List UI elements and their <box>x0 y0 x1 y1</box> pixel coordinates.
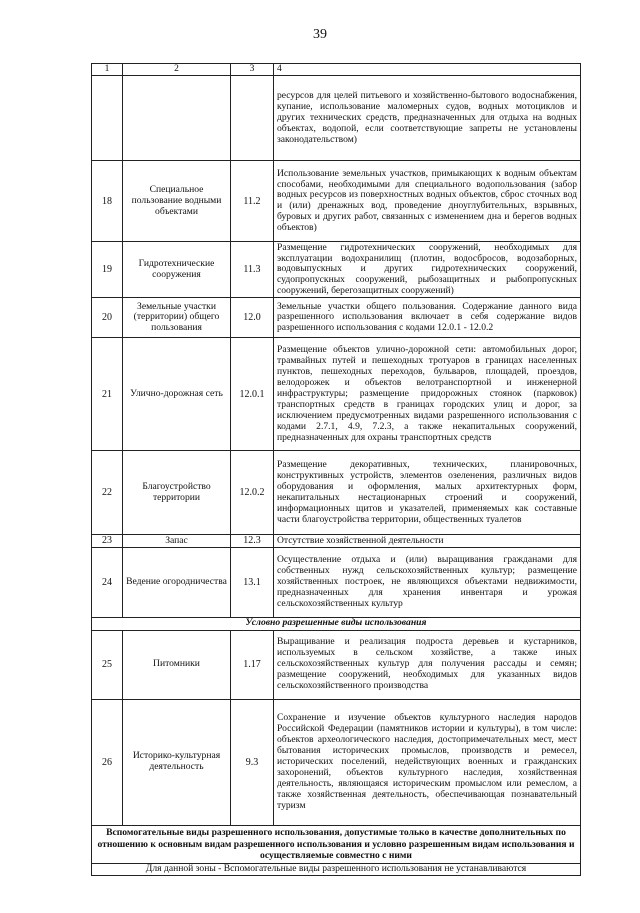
row-description: Сохранение и изучение объектов культурного наследия народов Российской Федерации (памятников истории и культуры), в том числе: объектов археологического наследия, достопримечательных мест, мест бытования исторических промыслов, производств и ремесел, исторических поселений, недействующих военных и гражданских захоронений, объектов культурного наследия, хозяйственная деятельность, являющаяся историческим промыслом или ремеслом, а также хозяйственная деятельность, обеспечивающая познавательный туризм <box>274 699 581 825</box>
row-description: Осуществление отдыха и (или) выращивания гражданами для собственных нужд сельскохозяйственных культур; размещение хозяйственных построек, не являющихся объектами недвижимости, предназначенных для хранения инвентаря и урожая сельскохозяйственных культур <box>274 547 581 617</box>
row-code: 12.0 <box>231 298 274 338</box>
row-description: ресурсов для целей питьевого и хозяйственно-бытового водоснабжения, купание, использование маломерных судов, водных мотоциклов и других технических средств, предназначенных для отдыха на водных объектах, водопой, если соответствующие запреты не установлены законодательством) <box>274 76 581 161</box>
row-name: Запас <box>123 535 231 547</box>
row-name: Улично-дорожная сеть <box>123 338 231 451</box>
section-conditional-heading: Условно разрешенные виды использования <box>92 617 581 630</box>
header-col-1: 1 <box>92 64 123 76</box>
row-name: Питомники <box>123 630 231 699</box>
row-code: 13.1 <box>231 547 274 617</box>
table-row <box>92 242 581 298</box>
auxiliary-note: Для данной зоны - Вспомогательные виды разрешенного использования не устанавливаются <box>92 863 581 875</box>
row-name: Ведение огородничества <box>123 547 231 617</box>
page-number: 39 <box>313 27 327 42</box>
row-code: 11.2 <box>231 161 274 242</box>
row-name: Земельные участки (территории) общего пользования <box>123 298 231 338</box>
row-num: 23 <box>92 535 123 547</box>
row-name: Историко-культурная деятельность <box>123 699 231 825</box>
row-code: 11.3 <box>231 242 274 298</box>
row-name: Благоустройство территории <box>123 451 231 535</box>
row-num: 21 <box>92 338 123 451</box>
row-num: 20 <box>92 298 123 338</box>
table-header-row <box>92 64 581 76</box>
section-auxiliary-heading: Вспомогательные виды разрешенного использования, допустимые только в качестве дополнительных по отношению к основным видам разрешенного использования и условно разрешенным видам использования и осуществляемые совместно с ними <box>92 825 581 863</box>
row-code: 12.0.2 <box>231 451 274 535</box>
row-description: Размещение объектов улично-дорожной сети: автомобильных дорог, трамвайных путей и пешеходных тротуаров в границах населенных пунктов, пешеходных переходов, бульваров, площадей, проездов, велодорожек и объектов велотранспортной и инженерной инфраструктуры; размещение придорожных стоянок (парковок) транспортных средств в границах городских улиц и дорог, за исключением предусмотренных видами разрешенного использования с кодами 2.7.1, 4.9, 7.2.3, а также некапитальных сооружений, предназначенных для охраны транспортных средств <box>274 338 581 451</box>
header-col-3: 3 <box>231 64 274 76</box>
continuation-row <box>92 76 581 161</box>
header-col-2: 2 <box>123 64 231 76</box>
section-auxiliary-heading-row <box>92 825 581 863</box>
row-code: 1.17 <box>231 630 274 699</box>
row-code <box>231 76 274 161</box>
row-description: Земельные участки общего пользования. Содержание данного вида разрешенного использования включает в себя содержание видов разрешенного использования с кодами 12.0.1 - 12.0.2 <box>274 298 581 338</box>
row-description: Использование земельных участков, примыкающих к водным объектам способами, необходимыми для специального водопользования (забор водных ресурсов из поверхностных водных объектов, сброс сточных вод и (или) дренажных вод, проведение дноуглубительных, взрывных, буровых и других работ, связанных с изменением дна и берегов водных объектов) <box>274 161 581 242</box>
table-row <box>92 161 581 242</box>
table-row <box>92 298 581 338</box>
row-num: 18 <box>92 161 123 242</box>
table-row <box>92 338 581 451</box>
auxiliary-note-row <box>92 863 581 875</box>
row-description: Отсутствие хозяйственной деятельности <box>274 535 581 547</box>
row-code: 9.3 <box>231 699 274 825</box>
row-code: 12.3 <box>231 535 274 547</box>
row-num: 26 <box>92 699 123 825</box>
row-num <box>92 76 123 161</box>
table-row <box>92 451 581 535</box>
row-description: Размещение гидротехнических сооружений, необходимых для эксплуатации водохранилищ (плотин, водосбросов, водозаборных, водовыпускных и других гидротехнических сооружений, судопропускных сооружений, рыбозащитных и рыбопропускных сооружений, берегозащитных сооружений) <box>274 242 581 298</box>
header-col-4: 4 <box>274 64 581 76</box>
table-row <box>92 547 581 617</box>
row-name: Гидротехнические сооружения <box>123 242 231 298</box>
row-num: 24 <box>92 547 123 617</box>
table-row <box>92 535 581 547</box>
row-num: 19 <box>92 242 123 298</box>
table-row <box>92 630 581 699</box>
section-conditional-heading-row <box>92 617 581 630</box>
row-name <box>123 76 231 161</box>
row-num: 22 <box>92 451 123 535</box>
row-name: Специальное пользование водными объектами <box>123 161 231 242</box>
row-code: 12.0.1 <box>231 338 274 451</box>
row-description: Выращивание и реализация подроста деревьев и кустарников, используемых в сельском хозяйстве, а также иных сельскохозяйственных культур для получения рассады и семян; размещение сооружений, необходимых для указанных видов сельскохозяйственного производства <box>274 630 581 699</box>
permitted-use-table <box>91 63 581 876</box>
row-num: 25 <box>92 630 123 699</box>
table-row <box>92 699 581 825</box>
row-description: Размещение декоративных, технических, планировочных, конструктивных устройств, элементов озеленения, различных видов оборудования и оформления, малых архитектурных форм, некапитальных нестационарных строений и сооружений, информационных щитов и указателей, применяемых как составные части благоустройства территории, общественных туалетов <box>274 451 581 535</box>
